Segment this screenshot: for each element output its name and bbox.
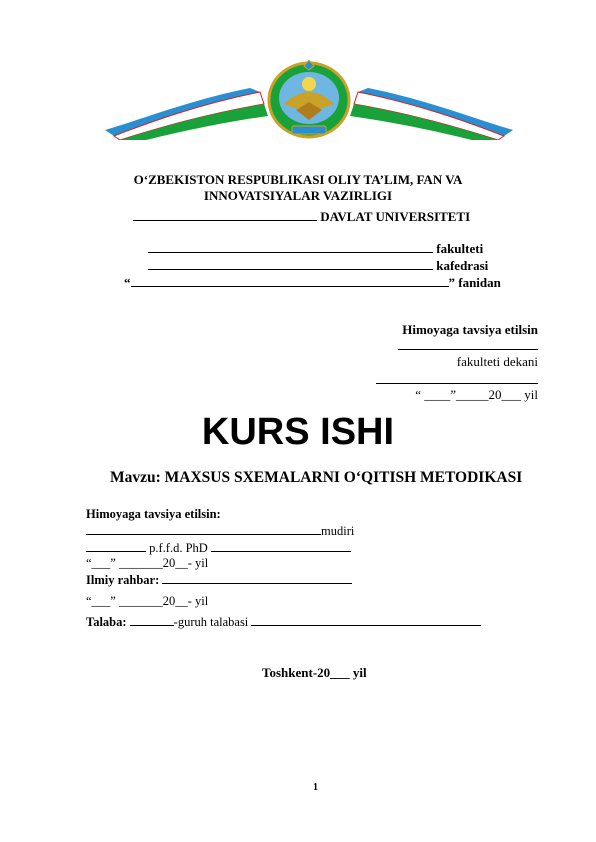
student-name-blank — [251, 614, 481, 626]
subject-open-quote: “ — [124, 275, 131, 290]
ministry-line-2: INNOVATSIYALAR VAZIRLIGI — [203, 188, 393, 203]
subject-blank — [131, 275, 449, 287]
degree-line — [86, 540, 351, 556]
department-suffix: kafedrasi — [436, 258, 489, 273]
dean-label: fakulteti dekani — [456, 354, 538, 369]
supervisor-line — [86, 572, 352, 588]
university-line — [133, 209, 470, 225]
topic-line: Mavzu: MAXSUS SXEMALARNI O‘QITISH METODIKASI — [110, 469, 523, 486]
faculty-blank — [148, 241, 433, 253]
student-label: Talaba: — [86, 615, 127, 629]
university-blank — [133, 209, 317, 221]
state-emblem-with-flags — [100, 60, 518, 140]
document-title: KURS ISHI — [201, 411, 395, 453]
city-year: Toshkent-20___ yil — [262, 665, 367, 680]
head-line — [86, 523, 354, 539]
student-group: -guruh talabasi — [173, 615, 249, 629]
dean-signature-line — [376, 383, 538, 384]
department-line — [148, 258, 488, 274]
degree-signature-blank — [211, 540, 351, 552]
approval-date: “ ____”_____20___ yil — [415, 387, 538, 402]
student-group-blank — [130, 614, 174, 626]
supervisor-label: Ilmiy rahbar: — [86, 573, 160, 587]
head-label: mudiri — [321, 524, 355, 538]
recommend-date: “___” _______20__- yil — [86, 556, 209, 570]
degree-label: p.f.f.d. PhD — [149, 541, 208, 555]
head-blank — [86, 523, 321, 535]
degree-name-blank — [86, 540, 146, 552]
page-number: 1 — [313, 782, 318, 793]
supervisor-date: “___” _______20__- yil — [86, 594, 209, 608]
recommend-heading: Himoyaga tavsiya etilsin: — [86, 507, 221, 521]
approval-signature-line — [398, 349, 538, 350]
approval-heading: Himoyaga tavsiya etilsin — [402, 322, 538, 337]
subject-suffix: ” fanidan — [448, 275, 501, 290]
coat-of-arms-icon — [269, 60, 349, 137]
department-blank — [148, 258, 433, 270]
supervisor-blank — [162, 572, 352, 584]
faculty-suffix: fakulteti — [436, 241, 484, 256]
left-flag — [105, 88, 268, 140]
student-line — [86, 614, 481, 630]
university-suffix: DAVLAT UNIVERSITETI — [320, 209, 471, 224]
faculty-line — [148, 241, 483, 257]
ministry-line-1: O‘ZBEKISTON RESPUBLIKASI OLIY TA’LIM, FAN VA — [133, 172, 463, 187]
right-flag — [350, 88, 513, 140]
subject-line — [124, 275, 501, 291]
